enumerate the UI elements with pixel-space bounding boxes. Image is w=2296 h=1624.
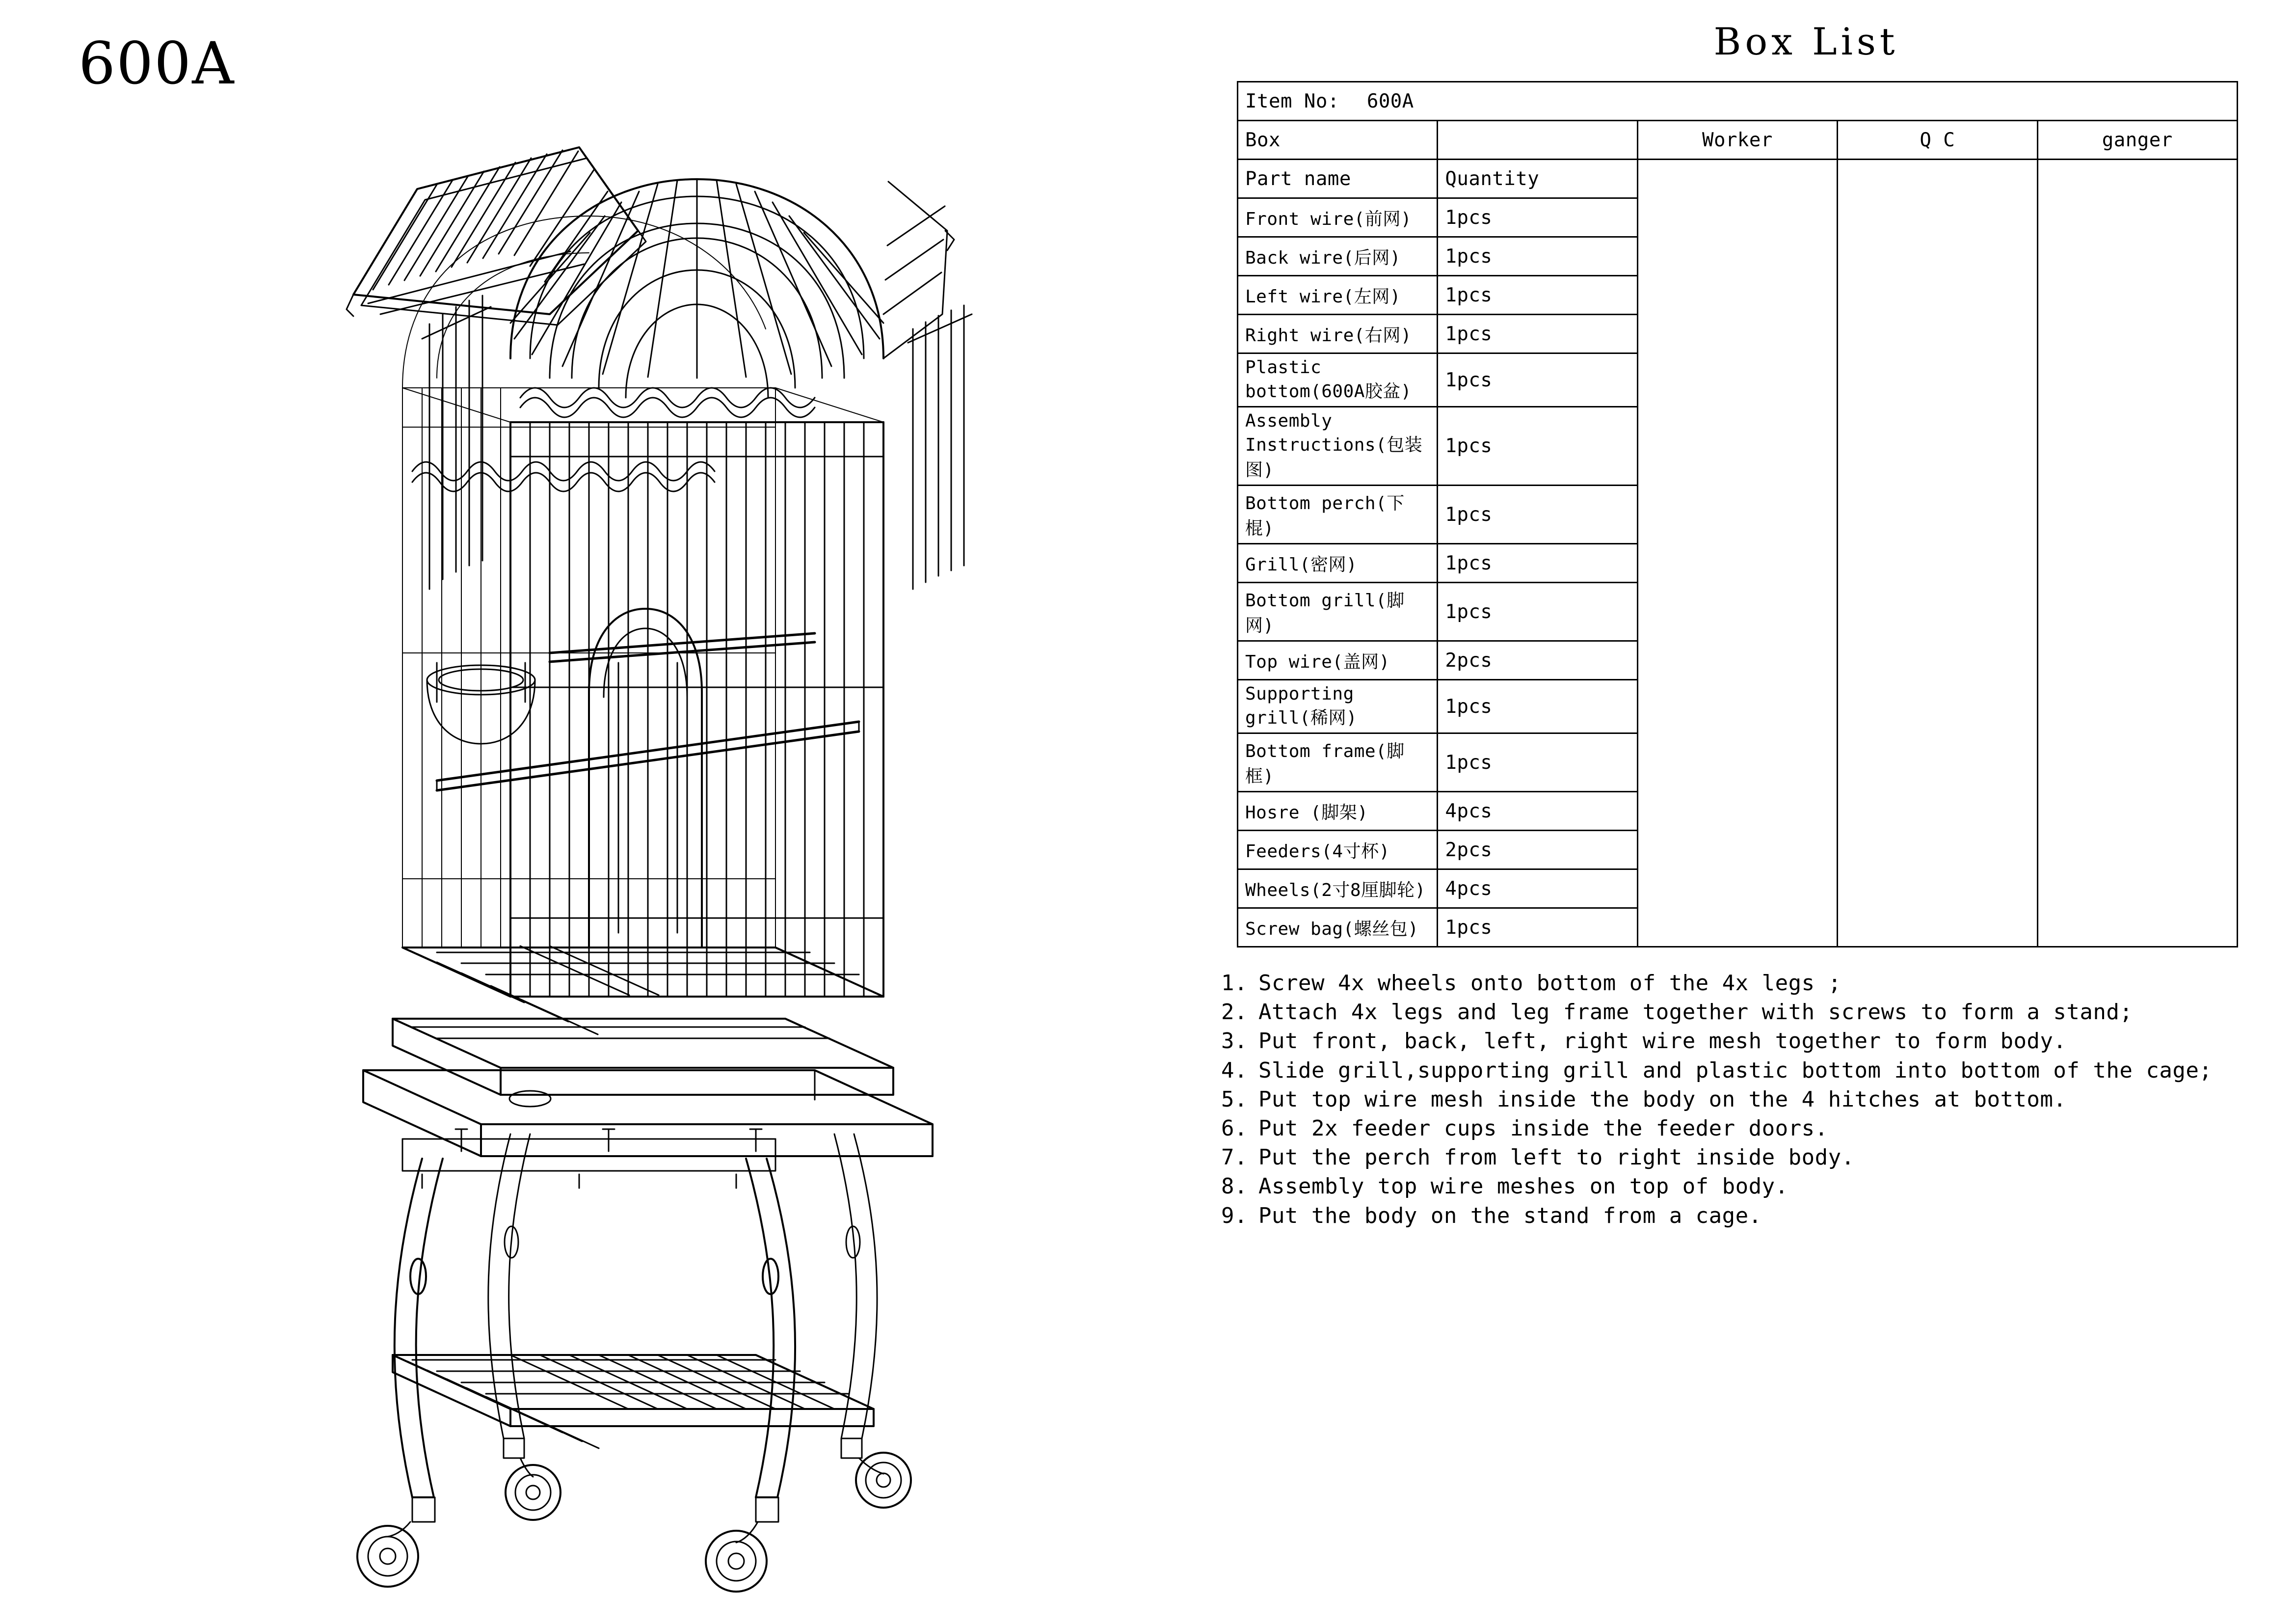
qc-signoff-cell[interactable]: [1838, 160, 2037, 947]
list-item: [1217, 1085, 2258, 1113]
list-item: [1217, 1202, 2258, 1230]
list-item: [1217, 969, 2258, 997]
step-number: 4.: [1221, 1057, 1248, 1083]
part-name: Plastic bottom(600A胶盆): [1238, 353, 1438, 407]
part-name: Right wire(右网): [1238, 315, 1438, 353]
scroll-band-lower: [412, 462, 715, 491]
list-item: [1217, 1172, 2258, 1200]
table-row-column-header: [1238, 160, 2238, 198]
part-name: Bottom frame(脚框): [1238, 733, 1438, 792]
part-name: Left wire(左网): [1238, 276, 1438, 315]
step-text: Put the perch from left to right inside body.: [1258, 1145, 1855, 1170]
item-no-value: 600A: [1366, 90, 1414, 112]
step-number: 1.: [1221, 971, 1248, 996]
back-dome: [402, 216, 766, 388]
stand-legs: [395, 1134, 877, 1497]
box-qty-blank: [1438, 121, 1637, 160]
list-item: [1217, 1114, 2258, 1142]
part-name: Screw bag(螺丝包): [1238, 908, 1438, 947]
step-number: 3.: [1221, 1029, 1248, 1054]
item-no-cell: [1238, 82, 2238, 121]
header-ganger: ganger: [2037, 121, 2238, 160]
scroll-band-upper: [520, 388, 815, 417]
step-number: 6.: [1221, 1115, 1248, 1141]
step-text: Assembly top wire meshes on top of body.: [1258, 1174, 1789, 1199]
part-name: Back wire(后网): [1238, 237, 1438, 276]
part-name: Grill(密网): [1238, 544, 1438, 583]
part-qty: 1pcs: [1438, 680, 1637, 733]
step-text: Put front, back, left, right wire mesh together to form body.: [1258, 1029, 2067, 1054]
step-number: 8.: [1221, 1174, 1248, 1199]
part-name: Front wire(前网): [1238, 198, 1438, 237]
part-name: Bottom grill(脚网): [1238, 583, 1438, 641]
worker-signoff-cell[interactable]: [1637, 160, 1837, 947]
stand-top-frame: [363, 1070, 933, 1156]
step-number: 5.: [1221, 1086, 1248, 1112]
part-name: Hosre (脚架): [1238, 792, 1438, 831]
table-row-item-no: [1238, 82, 2238, 121]
step-text: Put top wire mesh inside the body on the 4 hitches at bottom.: [1258, 1086, 2067, 1112]
page-title: 600A: [79, 29, 235, 97]
assembly-steps-list: [1217, 969, 2258, 1230]
part-qty: 1pcs: [1438, 315, 1637, 353]
bottom-grill: [402, 946, 883, 1034]
bird-cage-diagram: [206, 83, 1139, 1596]
part-qty: 4pcs: [1438, 792, 1637, 831]
supporting-grill-shelf: [393, 1355, 874, 1448]
item-no-label: Item No:: [1245, 90, 1339, 112]
part-name: Supporting grill(稀网): [1238, 680, 1438, 733]
part-qty: 1pcs: [1438, 198, 1637, 237]
part-qty: 2pcs: [1438, 831, 1637, 869]
step-text: Attach 4x legs and leg frame together with screws to form a stand;: [1258, 1000, 2133, 1025]
header-worker: Worker: [1637, 121, 1837, 160]
part-qty: 1pcs: [1438, 583, 1637, 641]
cage-door: [589, 609, 702, 947]
header-quantity: Quantity: [1438, 160, 1637, 198]
part-name: Assembly Instructions(包装图): [1238, 407, 1438, 486]
step-number: 2.: [1221, 1000, 1248, 1025]
list-item: [1217, 1027, 2258, 1055]
step-text: Screw 4x wheels onto bottom of the 4x legs ;: [1258, 971, 1842, 996]
part-qty: 1pcs: [1438, 733, 1637, 792]
box-list-title: Box List: [1713, 20, 1899, 63]
wheels: [357, 1438, 911, 1592]
part-name: Top wire(盖网): [1238, 641, 1438, 680]
header-qc: Q C: [1838, 121, 2037, 160]
step-text: Put the body on the stand from a cage.: [1258, 1203, 1762, 1228]
part-qty: 2pcs: [1438, 641, 1637, 680]
list-item: [1217, 998, 2258, 1026]
part-qty: 1pcs: [1438, 237, 1637, 276]
box-label: Box: [1238, 121, 1438, 160]
step-number: 7.: [1221, 1145, 1248, 1170]
list-item: [1217, 1143, 2258, 1171]
list-item: [1217, 1056, 2258, 1084]
part-qty: 1pcs: [1438, 486, 1637, 544]
part-qty: 1pcs: [1438, 407, 1637, 486]
part-qty: 1pcs: [1438, 276, 1637, 315]
step-text: Slide grill,supporting grill and plastic bottom into bottom of the cage;: [1258, 1057, 2213, 1083]
ganger-signoff-cell[interactable]: [2037, 160, 2238, 947]
right-column: [1188, 20, 2258, 1231]
part-qty: 4pcs: [1438, 869, 1637, 908]
part-name: Wheels(2寸8厘脚轮): [1238, 869, 1438, 908]
part-qty: 1pcs: [1438, 908, 1637, 947]
cage-body-front: [510, 422, 883, 997]
part-qty: 1pcs: [1438, 544, 1637, 583]
part-qty: 1pcs: [1438, 353, 1637, 407]
box-list-table: [1237, 81, 2238, 947]
step-number: 9.: [1221, 1203, 1248, 1228]
header-part-name: Part name: [1238, 160, 1438, 198]
part-name: Bottom perch(下棍): [1238, 486, 1438, 544]
cage-body-back: [402, 388, 883, 997]
table-row-box-header: [1238, 121, 2238, 160]
part-name: Feeders(4寸杯): [1238, 831, 1438, 869]
step-text: Put 2x feeder cups inside the feeder doors.: [1258, 1115, 1828, 1141]
plastic-bottom-tray: [393, 1019, 893, 1095]
